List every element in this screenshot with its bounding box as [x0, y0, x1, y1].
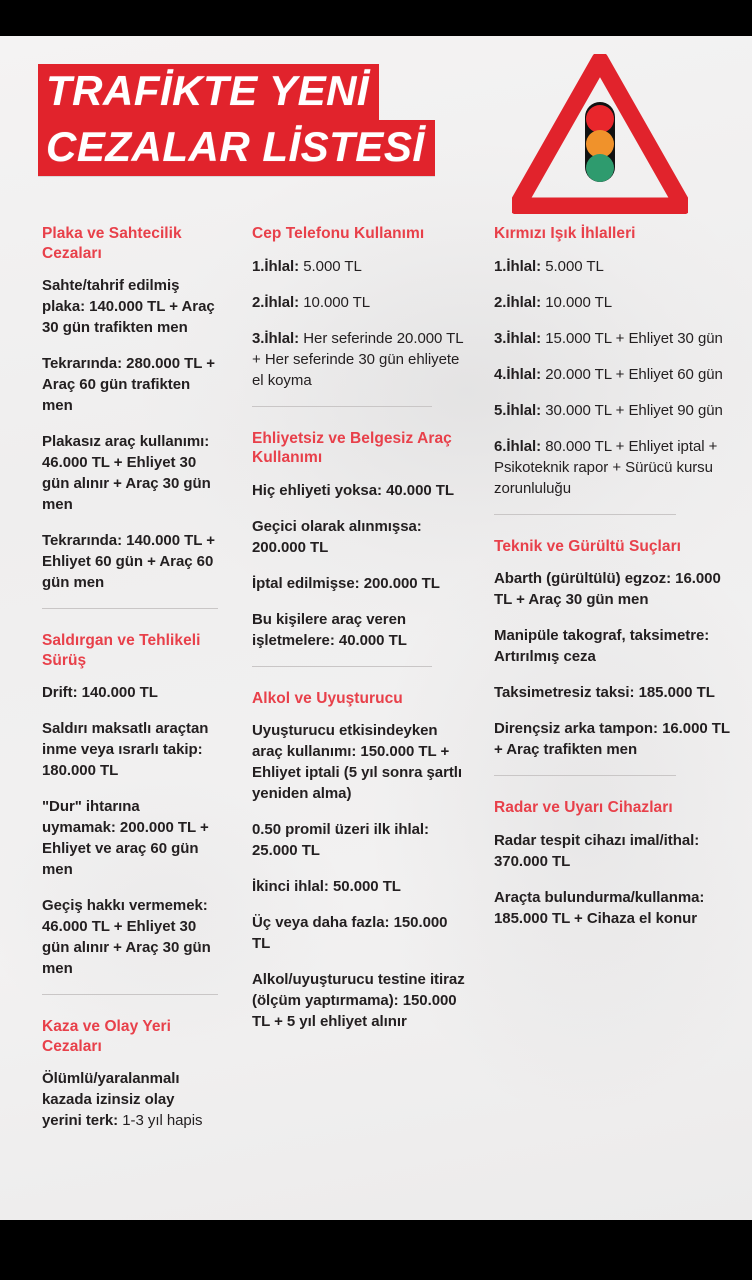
penalty-entry [494, 568, 740, 610]
penalty-label: Dirençsiz arka tampon: [494, 720, 658, 737]
penalty-entry [252, 912, 468, 954]
penalty-value: 16.000 TL + Araç trafikten men [494, 720, 730, 758]
penalty-entry [42, 353, 216, 416]
penalty-value: 150.000 TL + 5 yıl ehliyet alınır [252, 992, 457, 1030]
penalty-entry [494, 400, 740, 421]
section-heading: Kırmızı Işık İhlalleri [494, 225, 636, 242]
penalty-value: 180.000 TL [42, 762, 119, 779]
penalty-label: Üç veya daha fazla: [252, 914, 390, 931]
penalty-value: 150.000 TL + Ehliyet iptali (5 yıl sonra şartlı yeniden alma) [252, 743, 463, 802]
penalty-label: Taksimetresiz taksi: [494, 684, 635, 701]
penalty-value: 40.000 TL [381, 481, 454, 499]
section-heading: Radar ve Uyarı Cihazları [494, 799, 673, 816]
penalty-entry [252, 480, 468, 501]
section-teknik-ve-gurultu-suclari [494, 537, 740, 761]
penalty-label: 3.İhlal: [494, 329, 542, 347]
penalty-value: 40.000 TL [334, 631, 407, 649]
penalty-value: 5.000 TL [299, 257, 362, 275]
penalty-value: 150.000 TL [252, 914, 448, 952]
penalty-entry [42, 530, 216, 593]
penalty-label: Sahte/tahrif edilmiş plaka: [42, 277, 180, 315]
penalty-label: Saldırı maksatlı araçtan inme veya ısrarlı takip: [42, 720, 209, 758]
section-heading: Saldırgan ve Tehlikeli Sürüş [42, 632, 201, 669]
section-alkol-ve-uyusturucu [252, 689, 468, 1033]
penalty-label: Drift: [42, 684, 78, 701]
penalty-label: Araçta bulundurma/kullanma: [494, 888, 705, 906]
section-kirmizi-isik-ihlalleri [494, 224, 740, 499]
penalty-value: 46.000 TL + Ehliyet 30 gün alınır + Araç 30 gün men [42, 454, 211, 513]
penalty-value: 1-3 yıl hapis [118, 1112, 203, 1129]
penalty-entry [42, 895, 216, 979]
penalty-value: Artırılmış ceza [494, 648, 596, 665]
penalty-label: Uyuşturucu etkisindeyken araç kullanımı: [252, 722, 438, 760]
section-heading: Alkol ve Uyuşturucu [252, 689, 403, 707]
column-kirmizi-isik-teknik-radar [480, 224, 752, 1146]
column-plaka-saldirgan-kaza [0, 224, 228, 1146]
section-saldirgan-ve-tehlikeli-surus [42, 631, 216, 979]
section-heading: Kaza ve Olay Yeri Cezaları [42, 1018, 171, 1055]
penalty-value: 16.000 TL + Araç 30 gün men [494, 570, 721, 608]
penalty-entry [494, 328, 740, 349]
penalty-value: 280.000 TL + Araç 60 gün trafikten men [42, 355, 215, 414]
penalty-label: Hiç ehliyeti yoksa: [252, 481, 382, 499]
penalty-label: 4.İhlal: [494, 365, 542, 383]
penalty-value: 5.000 TL [541, 257, 604, 275]
penalty-label: 2.İhlal: [252, 293, 300, 311]
penalty-entry [252, 720, 468, 804]
traffic-light-warning-triangle-icon [512, 54, 688, 214]
penalty-value: 200.000 TL [252, 538, 329, 556]
column-telefon-ehliyetsiz-alkol [228, 224, 480, 1146]
penalty-value: 50.000 TL [328, 878, 401, 895]
penalty-label: İptal edilmişse: [252, 574, 360, 592]
penalty-entry [494, 436, 740, 499]
section-heading: Plaka ve Sahtecilik Cezaları [42, 225, 182, 262]
penalty-value: 80.000 TL + Ehliyet iptal + Psikoteknik rapor + Sürücü kursu zorunluluğu [494, 437, 718, 497]
section-heading: Cep Telefonu Kullanımı [252, 225, 425, 242]
section-divider [494, 775, 676, 776]
section-ehliyetsiz-ve-belgesiz [252, 429, 468, 651]
penalty-label: 1.İhlal: [494, 257, 542, 275]
penalty-label: 0.50 promil üzeri ilk ihlal: [252, 821, 429, 838]
penalty-entry [494, 256, 740, 277]
penalty-entry [42, 718, 216, 781]
penalty-entry [42, 431, 216, 515]
penalty-value: 30.000 TL + Ehliyet 90 gün [541, 401, 723, 419]
penalty-label: 1.İhlal: [252, 257, 300, 275]
penalty-label: Alkol/uyuşturucu testine itiraz (ölçüm yaptırmama): [252, 971, 465, 1009]
penalty-label: Geçiş hakkı vermemek: [42, 897, 208, 914]
penalty-value: 140.000 TL + Ehliyet 60 gün + Araç 60 gün men [42, 532, 215, 591]
penalty-value: 185.000 TL [634, 684, 715, 701]
section-divider [494, 514, 676, 515]
penalty-value: 370.000 TL [494, 852, 571, 870]
penalty-label: Abarth (gürültülü) egzoz: [494, 570, 672, 587]
penalty-label: Bu kişilere araç veren işletmelere: [252, 610, 406, 649]
penalty-value: 185.000 TL + Cihaza el konur [494, 909, 697, 927]
penalty-label: Radar tespit cihazı imal/ithal: [494, 831, 700, 849]
penalty-entry [252, 516, 468, 558]
penalty-entry [494, 887, 740, 929]
penalty-value: 200.000 TL [359, 574, 440, 592]
penalty-entry [252, 876, 468, 897]
penalty-entry [252, 969, 468, 1032]
penalty-value: 200.000 TL + Ehliyet ve araç 60 gün men [42, 819, 209, 878]
section-divider [42, 994, 218, 995]
penalty-value: 15.000 TL + Ehliyet 30 gün [541, 329, 723, 347]
section-divider [252, 666, 432, 667]
penalty-value: 20.000 TL + Ehliyet 60 gün [541, 365, 723, 383]
poster-title-line-2: CEZALAR LİSTESİ [38, 120, 435, 176]
penalty-entry [42, 796, 216, 880]
penalty-entry [494, 830, 740, 872]
penalty-value: 10.000 TL [541, 293, 613, 311]
penalty-entry [42, 1068, 216, 1131]
penalty-entry [252, 573, 468, 594]
penalty-entry [494, 625, 740, 667]
penalty-label: Plakasız araç kullanımı: [42, 433, 210, 450]
penalty-value: 46.000 TL + Ehliyet 30 gün alınır + Araç 30 gün men [42, 918, 211, 977]
poster-title-line-1: TRAFİKTE YENİ [38, 64, 379, 120]
penalty-label: Tekrarında: [42, 532, 123, 549]
penalty-label: Tekrarında: [42, 355, 123, 372]
penalty-label: 5.İhlal: [494, 401, 542, 419]
penalty-label: Geçici olarak alınmışsa: [252, 517, 422, 535]
penalty-label: Ölümlü/yaralanmalı kazada izinsiz olay yerini terk: [42, 1070, 180, 1129]
penalty-label: İkinci ihlal: [252, 878, 329, 895]
penalty-entry [252, 328, 468, 391]
content-columns [0, 224, 752, 1146]
penalty-entry [494, 292, 740, 313]
penalty-entry [252, 609, 468, 651]
penalty-label: "Dur" ihtarına uymamak: [42, 798, 140, 836]
penalty-label: Manipüle takograf, taksimetre: [494, 627, 710, 644]
section-kaza-ve-olay-yeri [42, 1017, 216, 1131]
section-heading: Ehliyetsiz ve Belgesiz Araç Kullanımı [252, 429, 452, 466]
penalty-entry [42, 275, 216, 338]
penalty-value: 25.000 TL [252, 842, 320, 859]
section-radar-ve-uyari-cihazlari [494, 798, 740, 929]
poster-header [0, 36, 752, 216]
penalty-entry [494, 364, 740, 385]
penalty-value: Her seferinde 20.000 TL + Her seferinde 30 gün ehliyete el koyma [252, 329, 464, 389]
penalty-label: 6.İhlal: [494, 437, 542, 455]
penalty-entry [494, 682, 740, 703]
penalty-entry [252, 819, 468, 861]
penalty-entry [42, 682, 216, 703]
section-divider [252, 406, 432, 407]
penalty-entry [252, 256, 468, 277]
section-divider [42, 608, 218, 609]
penalty-entry [494, 718, 740, 760]
penalty-label: 3.İhlal: [252, 329, 300, 347]
penalty-entry [252, 292, 468, 313]
penalty-value: 140.000 TL + Araç 30 gün trafikten men [42, 298, 215, 336]
penalty-value: 140.000 TL [77, 684, 158, 701]
section-heading: Teknik ve Gürültü Suçları [494, 537, 682, 555]
section-plaka-ve-sahtecilik [42, 224, 216, 593]
section-cep-telefonu-kullanimi [252, 224, 468, 391]
infographic-poster [0, 36, 752, 1220]
penalty-label: 2.İhlal: [494, 293, 542, 311]
penalty-value: 10.000 TL [299, 293, 371, 311]
